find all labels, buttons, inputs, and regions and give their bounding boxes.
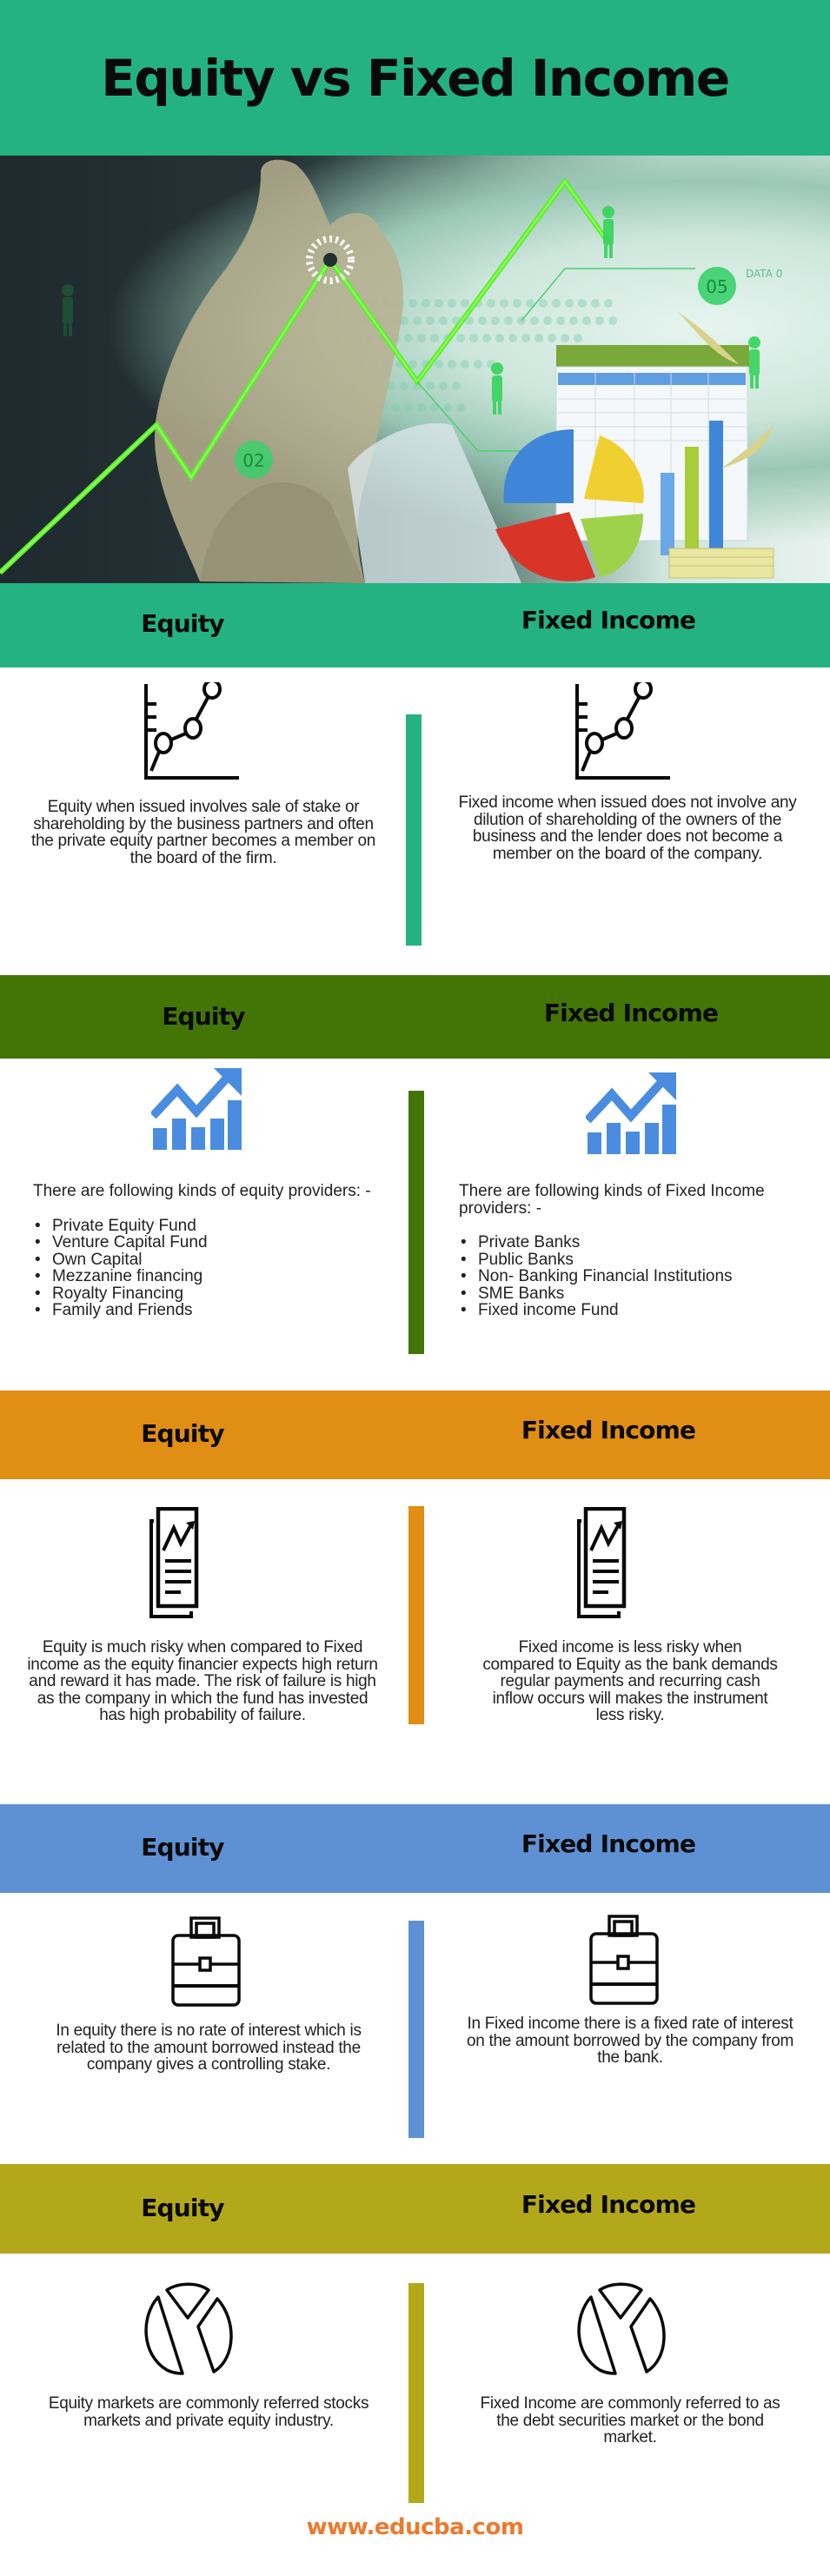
section-2-fixed-income-heading: Fixed Income bbox=[543, 999, 719, 1027]
list-item: • Private Banks bbox=[459, 1234, 824, 1251]
list-item: • Mezzanine financing bbox=[33, 1268, 381, 1285]
list-item: • Public Banks bbox=[459, 1251, 824, 1269]
section-2-header bbox=[0, 975, 830, 1059]
svg-text:DATA 0: DATA 0 bbox=[746, 268, 783, 280]
section-2-equity-heading: Equity bbox=[162, 1002, 245, 1031]
section-4-divider bbox=[408, 1921, 424, 2138]
section-5-equity-heading: Equity bbox=[141, 2194, 224, 2222]
report-document-icon bbox=[149, 1507, 219, 1620]
section-1-fixed-income-text: Fixed income when issued does not involve any dilution of shareholding of the owners of the business and the lender does not become a member on the board of the company. bbox=[458, 793, 797, 863]
briefcase-icon bbox=[588, 1915, 660, 2005]
section-2-equity-intro: There are following kinds of equity providers: - bbox=[33, 1182, 371, 1200]
section-2-fixed-income-providers bbox=[459, 1183, 824, 1319]
growth-bar-chart-icon bbox=[151, 1068, 242, 1150]
line-chart-icon bbox=[570, 682, 674, 787]
section-1-equity-heading: Equity bbox=[141, 609, 224, 638]
section-4-equity-heading: Equity bbox=[141, 1833, 224, 1862]
list-item: • Fixed income Fund bbox=[459, 1302, 824, 1319]
section-1-equity-text: Equity when issued involves sale of stake or shareholding by the business partners and often the private equity partner becomes a member on the board of the firm. bbox=[31, 798, 375, 867]
hero-image bbox=[0, 156, 830, 583]
section-5-header bbox=[0, 2164, 830, 2254]
list-item: • SME Banks bbox=[459, 1285, 824, 1303]
pie-chart-icon bbox=[143, 2281, 236, 2375]
section-2-equity-providers bbox=[33, 1183, 381, 1319]
list-item: • Private Equity Fund bbox=[33, 1218, 381, 1235]
list-item: • Venture Capital Fund bbox=[33, 1234, 381, 1251]
section-4-equity-text: In equity there is no rate of interest which is related to the amount borrowed instead the company gives a controlling stake. bbox=[56, 2022, 362, 2074]
briefcase-icon bbox=[170, 1916, 242, 2007]
section-5-fixed-income-heading: Fixed Income bbox=[521, 2190, 696, 2219]
section-3-fixed-income-text: Fixed income is less risky when compared to Equity as the bank demands regular payments and recurring cash inflow occurs will makes the instrument less risky. bbox=[482, 1638, 778, 1724]
fixed-income-providers-list bbox=[459, 1234, 824, 1319]
svg-text:02: 02 bbox=[242, 450, 265, 471]
equity-providers-list bbox=[33, 1218, 381, 1319]
section-2-divider bbox=[408, 1091, 424, 1354]
section-3-fixed-income-heading: Fixed Income bbox=[521, 1416, 696, 1444]
list-item: • Royalty Financing bbox=[33, 1285, 381, 1303]
svg-text:05: 05 bbox=[706, 276, 728, 297]
hero-illustration bbox=[0, 156, 830, 583]
section-5-fixed-income-text: Fixed Income are commonly referred to as the debt securities market or the bond market. bbox=[480, 2394, 780, 2447]
section-1-header bbox=[0, 583, 830, 667]
page-title: Equity vs Fixed Income bbox=[101, 48, 729, 108]
report-document-icon bbox=[577, 1507, 647, 1620]
pie-chart-icon bbox=[575, 2281, 669, 2375]
section-1-divider bbox=[406, 714, 422, 946]
section-3-equity-text: Equity is much risky when compared to Fixed income as the equity financier expects high return and reward it has made. The risk of failure is high as the company in which the fund has invested has high probability of failure. bbox=[27, 1638, 378, 1724]
list-item: • Family and Friends bbox=[33, 1302, 381, 1319]
section-3-equity-heading: Equity bbox=[141, 1419, 224, 1448]
footer-website-link[interactable]: www.educba.com bbox=[306, 2514, 524, 2540]
section-5-equity-text: Equity markets are commonly referred stocks markets and private equity industry. bbox=[48, 2394, 369, 2430]
section-3-header bbox=[0, 1391, 830, 1479]
section-4-fixed-income-text: In Fixed income there is a fixed rate of interest on the amount borrowed by the company from the bank. bbox=[466, 2015, 794, 2067]
section-4-fixed-income-heading: Fixed Income bbox=[521, 1829, 696, 1858]
section-1-fixed-income-heading: Fixed Income bbox=[521, 606, 696, 634]
section-2-fixed-income-intro: There are following kinds of Fixed Income providers: - bbox=[459, 1182, 765, 1218]
section-3-divider bbox=[408, 1506, 424, 1724]
hero-label-02 bbox=[235, 441, 273, 479]
list-item: • Non- Banking Financial Institutions bbox=[459, 1268, 824, 1285]
title-band bbox=[0, 0, 830, 156]
line-chart-icon bbox=[139, 682, 243, 787]
list-item: • Own Capital bbox=[33, 1251, 381, 1269]
section-4-header bbox=[0, 1804, 830, 1893]
section-5-divider bbox=[408, 2283, 424, 2503]
hero-label-05 bbox=[698, 267, 782, 305]
growth-bar-chart-icon bbox=[586, 1072, 676, 1154]
